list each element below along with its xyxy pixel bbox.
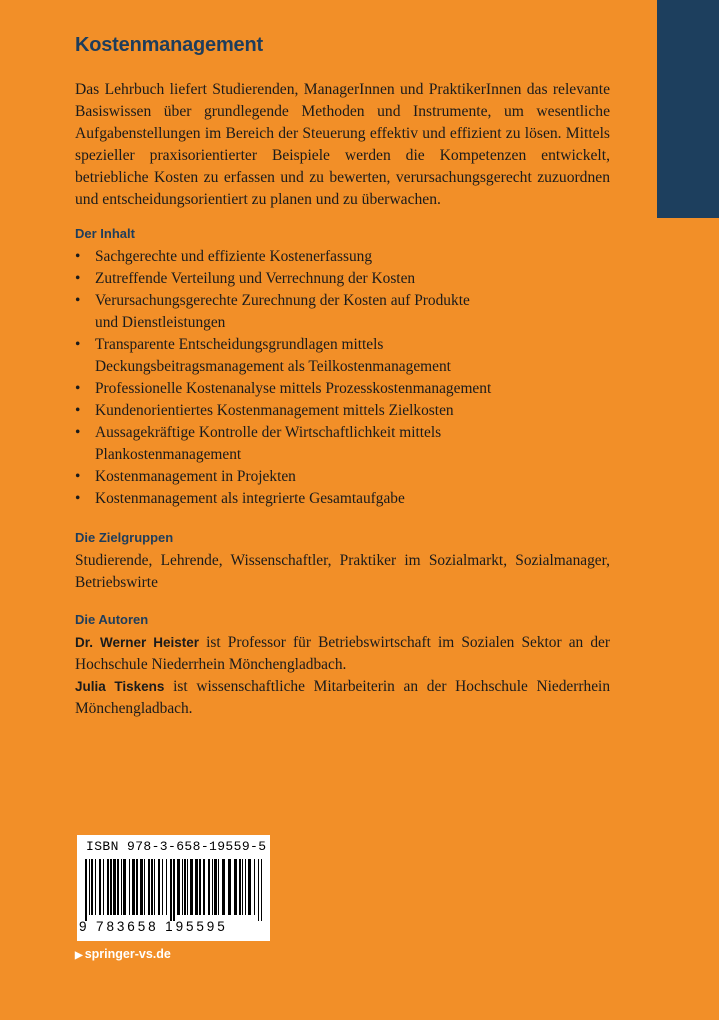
arrow-icon: ▶ — [75, 950, 83, 961]
authors-heading: Die Autoren — [75, 612, 149, 627]
book-title: Kostenmanagement — [75, 34, 263, 56]
list-item: • Kostenmanagement in Projekten — [75, 466, 610, 488]
color-tab — [657, 0, 719, 218]
author-description: ist Professor für Betriebswirtschaft im Sozialen Sektor an der Hochschule Niederrhein Mönchengladbach. — [75, 634, 610, 673]
isbn-barcode — [77, 835, 270, 941]
back-cover-text — [75, 34, 610, 720]
contents-list — [75, 246, 610, 510]
list-item: • Aussagekräftige Kontrolle der Wirtschaftlichkeit mittels Plankostenmanagement — [75, 422, 455, 466]
list-item: • Zutreffende Verteilung und Verrechnung der Kosten — [75, 268, 610, 290]
audience-heading: Die Zielgruppen — [75, 530, 174, 545]
barcode-digits: 9 783658 195595 — [79, 919, 228, 934]
list-item: • Kundenorientiertes Kostenmanagement mittels Zielkosten — [75, 400, 610, 422]
author-description: ist wissenschaftliche Mitarbeiterin an der Hochschule Niederrhein Mönchengladbach. — [75, 678, 611, 717]
list-item: • Sachgerechte und effiziente Kostenerfassung — [75, 246, 610, 268]
author-name: Dr. Werner Heister — [75, 635, 200, 650]
isbn-number: ISBN 978-3-658-19559-5 — [86, 839, 267, 854]
list-item: • Verursachungsgerechte Zurechnung der Kosten auf Produkte und Dienstleistungen — [75, 290, 490, 334]
list-item: • Professionelle Kostenanalyse mittels Prozesskostenmanagement — [75, 378, 610, 400]
website-url: springer-vs.de — [84, 947, 171, 961]
publisher-website — [75, 947, 171, 961]
barcode-bars-icon — [85, 859, 262, 921]
author-bio-1 — [75, 632, 610, 676]
list-item: • Kostenmanagement als integrierte Gesamtaufgabe — [75, 488, 610, 510]
description-paragraph: Das Lehrbuch liefert Studierenden, ManagerInnen und PraktikerInnen das relevante Basiswissen über grundlegende Methoden und Instrumente, um wesentliche Aufgabenstellungen im Bereich der Steuerung effektiv und effizient zu lösen. Mittels spezieller praxisorientierter Beispiele werden die Kompetenzen entwickelt, betriebliche Kosten zu erfassen und zu bewerten, verursachungsgerecht zuzuordnen und entscheidungsorientiert zu planen und zu überwachen. — [75, 81, 610, 208]
author-name: Julia Tiskens — [75, 679, 165, 694]
contents-heading: Der Inhalt — [75, 226, 135, 241]
audience-text: Studierende, Lehrende, Wissenschaftler, Praktiker im Sozialmarkt, Sozialmanager, Betriebswirte — [75, 552, 610, 591]
author-bio-2 — [75, 676, 610, 720]
list-item: • Transparente Entscheidungsgrundlagen mittels Deckungsbeitragsmanagement als Teilkostenmanagement — [75, 334, 525, 378]
